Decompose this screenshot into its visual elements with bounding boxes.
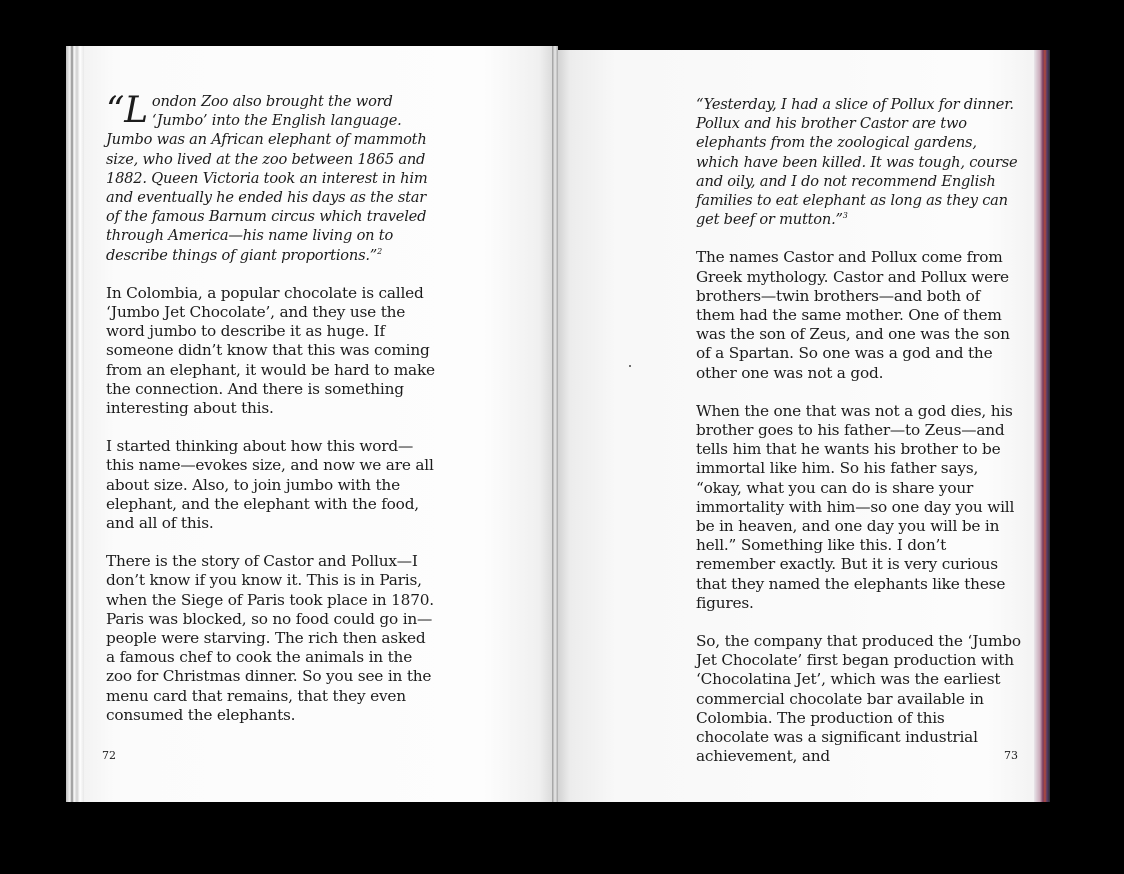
page-number-right: 73 — [1004, 749, 1018, 762]
page-block-edge-right — [1034, 50, 1050, 802]
paper-speck — [629, 365, 631, 367]
page-block-edge-left — [66, 46, 84, 802]
jumbo-quote-text: ondon Zoo also brought the word ‘Jumbo’ into the English language. Jumbo was an African elephant of mammoth size, who lived at the zoo between 1865 and 1882. Queen Victoria took an interest in him and eventually he ended his days as the star of the famous Barnum circus which traveled through America—his name living on to describe things of giant proportions.” — [106, 93, 428, 264]
footnote-ref: 2 — [377, 246, 382, 256]
menu-quote-text: “Yesterday, I had a slice of Pollux for dinner. Pollux and his brother Castor are two elephants from the zoological gardens, which have been killed. It was tough, course and oily, and I do not recommend English families to eat elephant as long as they can get beef or mutton.” — [696, 96, 1018, 229]
left-page-text — [106, 92, 436, 744]
paragraph: In Colombia, a popular chocolate is called ‘Jumbo Jet Chocolate’, and they use the word jumbo to describe it as huge. If someone didn’t know that this was coming from an elephant, it would be hard to make the connection. And there is something interesting about this. — [106, 283, 435, 418]
page-number-left: 72 — [102, 749, 116, 762]
menu-quote — [696, 95, 1021, 229]
footnote-ref: 3 — [842, 211, 848, 221]
paragraph: The names Castor and Pollux come from Greek mythology. Castor and Pollux were brothers—twin brothers—and both of them had the same mother. One of them was the son of Zeus, and one was the son of a Spartan. So one was a god and the other one was not a god. — [696, 248, 1010, 382]
paragraph: There is the story of Castor and Pollux—I don’t know if you know it. This is in Paris, when the Siege of Paris took place in 1870. Paris was blocked, so no food could go in—people were starving. The rich then asked a famous chef to cook the animals in the zoo for Christmas dinner. So you see in the menu card that remains, that they even consumed the elephants. — [106, 552, 434, 724]
paragraph: When the one that was not a god dies, his brother goes to his father—to Zeus—and tells him that he wants his brother to be immortal like him. So his father says, “okay, what you can do is share your immortality with him—so one day you will be in heaven, and one day you will be in hell.” Something like this. I don’t remember exactly. But it is very curious that they named the elephants like these figures. — [696, 401, 1015, 612]
right-page-text — [696, 95, 1021, 786]
paragraph: So, the company that produced the ‘Jumbo Jet Chocolate’ first began production with ‘Chocolatina Jet’, which was the earliest commercial chocolate bar available in Colombia. The production of this chocolate was a significant industrial achievement, and — [696, 632, 1021, 766]
book-spine — [552, 46, 558, 802]
drop-cap: “L — [106, 90, 148, 131]
paragraph: I started thinking about how this word—this name—evokes size, and now we are all about size. Also, to join jumbo with the elephant, and the elephant with the food, and all of this. — [106, 437, 434, 533]
jumbo-quote — [106, 92, 436, 265]
